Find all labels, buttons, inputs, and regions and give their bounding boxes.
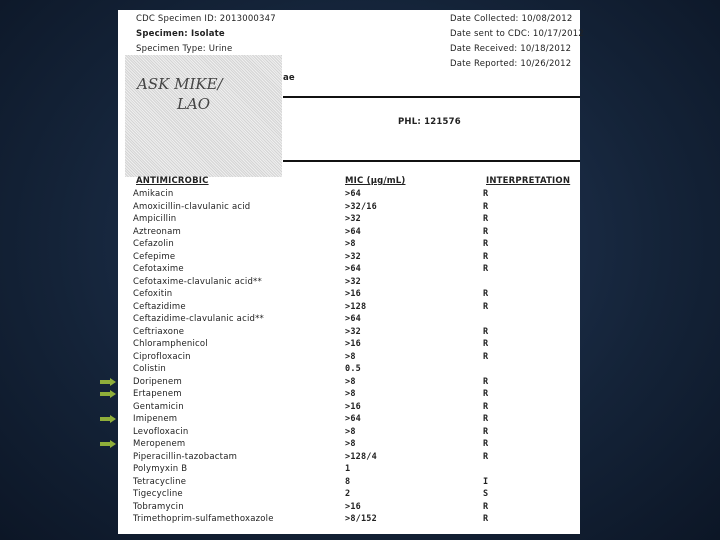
interpretation-value: R	[483, 226, 489, 237]
antimicrobic-name: Cefotaxime	[133, 264, 184, 274]
mic-value: >16	[345, 401, 361, 412]
specimen-type: Specimen Type: Urine	[136, 44, 233, 54]
interpretation-value: R	[483, 351, 489, 362]
mic-value: >8	[345, 426, 356, 437]
interpretation-value: R	[483, 251, 489, 262]
antimicrobic-name: Ciprofloxacin	[133, 351, 191, 362]
table-row	[118, 314, 580, 326]
table-row	[118, 464, 580, 476]
interpretation-value: R	[483, 426, 489, 437]
table-row	[118, 252, 580, 264]
antimicrobic-name: Ceftriaxone	[133, 326, 185, 337]
table-row	[118, 352, 580, 364]
interpretation-value: R	[483, 439, 489, 449]
table-row	[118, 402, 580, 414]
mic-value: >8	[345, 439, 356, 449]
table-row	[118, 389, 580, 401]
mic-value: >8	[345, 239, 356, 249]
antimicrobic-name: Tobramycin	[133, 501, 184, 512]
antimicrobic-name: Chloramphenicol	[133, 339, 208, 349]
interpretation-value: R	[483, 451, 489, 462]
table-row	[118, 302, 580, 314]
table-row	[118, 477, 580, 489]
antimicrobic-name: Aztreonam	[133, 226, 182, 237]
table-row	[118, 489, 580, 501]
antimicrobic-name: Cefepime	[133, 251, 176, 262]
lab-report-document	[118, 10, 584, 534]
table-row	[118, 377, 580, 389]
table-row	[118, 452, 580, 464]
antimicrobic-name: Imipenem	[133, 414, 178, 424]
table-row	[118, 239, 580, 251]
antimicrobic-name: Piperacillin-tazobactam	[133, 451, 238, 462]
handwritten-note	[125, 55, 282, 177]
table-row	[118, 502, 580, 514]
antimicrobic-name: Trimethoprim-sulfamethoxazole	[133, 514, 274, 524]
antimicrobic-name: Doripenem	[133, 376, 182, 387]
table-row	[118, 189, 580, 201]
interpretation-value: R	[483, 289, 489, 299]
green-arrow-icon	[100, 415, 116, 423]
antimicrobic-name: Colistin	[133, 364, 166, 374]
antimicrobic-name: Levofloxacin	[133, 426, 189, 437]
interpretation-value: S	[483, 489, 489, 499]
column-header-antimicrobic: ANTIMICROBIC	[136, 176, 209, 186]
mic-value: >128	[345, 301, 367, 312]
antimicrobic-name: Cefotaxime-clavulanic acid**	[133, 276, 262, 287]
antimicrobic-name: Polymyxin B	[133, 464, 188, 474]
antimicrobic-name: Tigecycline	[133, 489, 183, 499]
mic-value: >16	[345, 289, 361, 299]
mic-value: >16	[345, 501, 361, 512]
interpretation-value: R	[483, 514, 489, 524]
date-collected: Date Collected: 10/08/2012	[450, 14, 573, 24]
specimen: Specimen: Isolate	[136, 29, 225, 39]
antimicrobic-name: Gentamicin	[133, 401, 184, 412]
interpretation-value: R	[483, 339, 489, 349]
mic-value: >64	[345, 226, 361, 237]
mic-value: >32	[345, 276, 361, 287]
antimicrobic-name: Tetracycline	[133, 476, 187, 487]
green-arrow-icon	[100, 440, 116, 448]
date-received: Date Received: 10/18/2012	[450, 44, 572, 54]
interpretation-value: R	[483, 264, 489, 274]
antimicrobic-name: Amoxicillin-clavulanic acid	[133, 201, 251, 212]
mic-value: 0.5	[345, 364, 361, 374]
mic-value: >32	[345, 326, 361, 337]
divider	[283, 160, 580, 162]
interpretation-value: R	[483, 326, 489, 337]
mic-value: >128/4	[345, 451, 377, 462]
antimicrobic-name: Ampicillin	[133, 214, 177, 224]
column-header-interpretation: INTERPRETATION	[486, 176, 571, 186]
interpretation-value: R	[483, 239, 489, 249]
antimicrobic-name: Meropenem	[133, 439, 186, 449]
mic-value: 1	[345, 464, 351, 474]
antimicrobic-name: Ertapenem	[133, 389, 182, 399]
table-row	[118, 277, 580, 289]
antimicrobic-name: Amikacin	[133, 189, 174, 199]
table-row	[118, 339, 580, 351]
mic-value: >8/152	[345, 514, 377, 524]
green-arrow-icon	[100, 378, 116, 386]
table-row	[118, 327, 580, 339]
table-row	[118, 414, 580, 426]
interpretation-value: R	[483, 376, 489, 387]
mic-value: >32/16	[345, 201, 377, 212]
mic-value: >16	[345, 339, 361, 349]
mic-value: >64	[345, 314, 361, 324]
table-row	[118, 514, 580, 526]
antimicrobic-name: Cefoxitin	[133, 289, 173, 299]
mic-value: >64	[345, 264, 361, 274]
interpretation-value: R	[483, 501, 489, 512]
interpretation-value: R	[483, 414, 489, 424]
table-row	[118, 427, 580, 439]
table-row	[118, 289, 580, 301]
interpretation-value: R	[483, 389, 489, 399]
interpretation-value: R	[483, 301, 489, 312]
table-row	[118, 214, 580, 226]
antimicrobic-name: Ceftazidime-clavulanic acid**	[133, 314, 265, 324]
mic-value: >32	[345, 214, 361, 224]
mic-value: >8	[345, 351, 356, 362]
mic-value: >8	[345, 389, 356, 399]
phl-number: PHL: 121576	[398, 117, 461, 127]
mic-value: >8	[345, 376, 356, 387]
table-row	[118, 227, 580, 239]
interpretation-value: I	[483, 476, 489, 487]
interpretation-value: R	[483, 189, 489, 199]
date-reported: Date Reported: 10/26/2012	[450, 59, 572, 69]
column-header-mic: MIC (µg/mL)	[345, 176, 406, 186]
mic-value: 8	[345, 476, 351, 487]
divider	[283, 96, 580, 98]
specimen-id: CDC Specimen ID: 2013000347	[136, 14, 276, 24]
antimicrobic-name: Ceftazidime	[133, 301, 186, 312]
mic-value: >64	[345, 414, 361, 424]
interpretation-value: R	[483, 401, 489, 412]
interpretation-value: R	[483, 214, 489, 224]
interpretation-value: R	[483, 201, 489, 212]
text-fragment: ae	[283, 73, 295, 83]
green-arrow-icon	[100, 390, 116, 398]
table-row	[118, 439, 580, 451]
mic-value: >64	[345, 189, 361, 199]
note-line-1: ASK MIKE/	[137, 75, 223, 93]
date-sent: Date sent to CDC: 10/17/2012	[450, 29, 584, 39]
antimicrobic-name: Cefazolin	[133, 239, 174, 249]
table-row	[118, 364, 580, 376]
note-line-2: LAO	[177, 95, 211, 113]
mic-value: 2	[345, 489, 351, 499]
table-row	[118, 264, 580, 276]
table-row	[118, 202, 580, 214]
mic-value: >32	[345, 251, 361, 262]
